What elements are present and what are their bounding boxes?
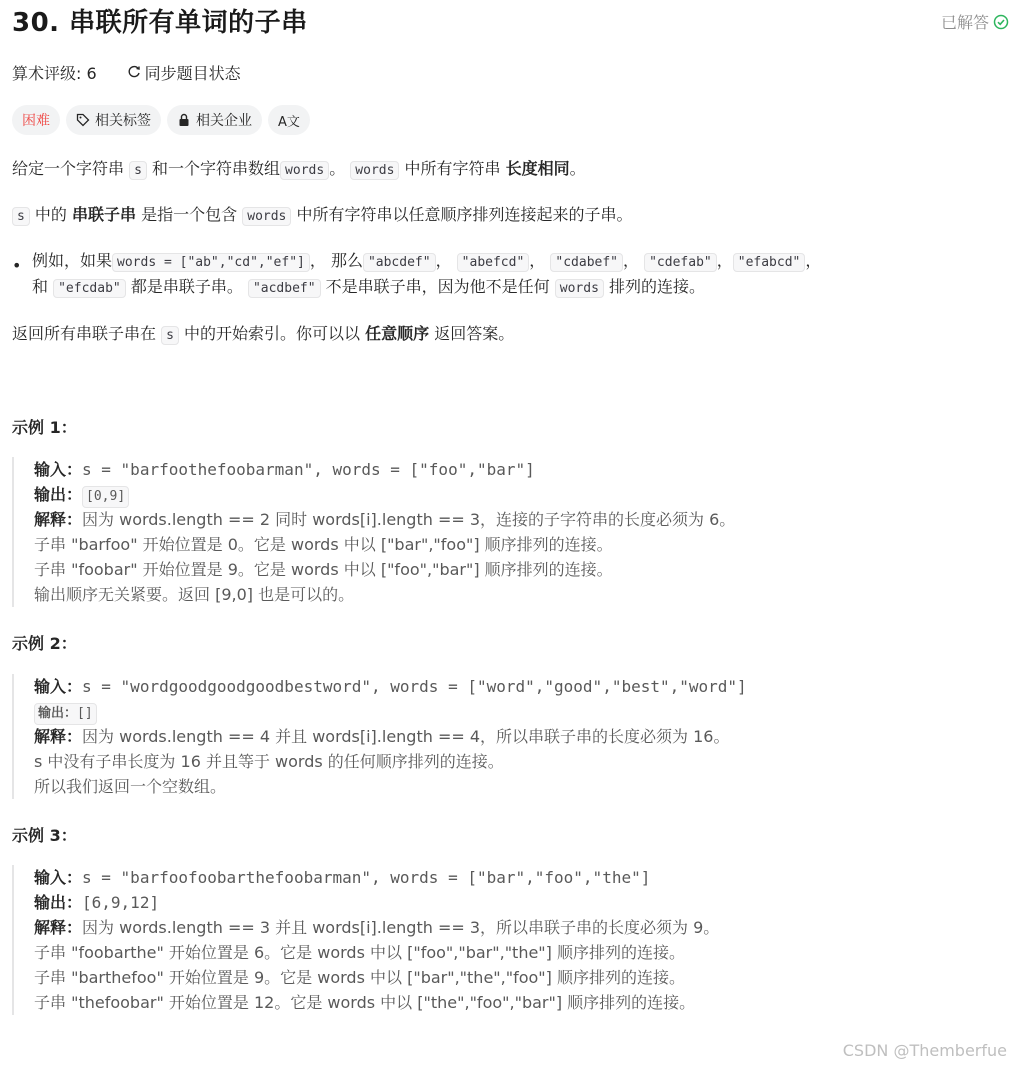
bullet-dot: • [12, 256, 22, 275]
tag-icon [76, 113, 90, 127]
title-row [12, 2, 1009, 42]
example-3-block [12, 865, 719, 1015]
example-1-title: 示例 1： [12, 418, 77, 437]
example-1-input: 输入：s = "barfoothefoobarman", words = ["foo","bar"] [34, 460, 535, 479]
sync-status-button[interactable] [127, 61, 241, 84]
meta-row [12, 60, 241, 84]
solved-label: 已解答 [940, 13, 989, 32]
refresh-icon [127, 65, 141, 79]
example-1-output: 输出： [0,9] [34, 482, 735, 507]
example-1-line: 子串 "barfoo" 开始位置是 0。它是 words 中以 ["bar","foo"] 顺序排列的连接。 [34, 535, 613, 554]
example-2-block [12, 674, 747, 799]
example-1-line: 输出顺序无关紧要。返回 [9,0] 也是可以的。 [34, 585, 355, 604]
solved-status [941, 10, 1009, 33]
companies-label: 相关企业 [196, 113, 252, 129]
example-3-line: 子串 "barthefoo" 开始位置是 9。它是 words 中以 ["bar","the","foo"] 顺序排列的连接。 [34, 968, 685, 987]
example-3-title: 示例 3： [12, 826, 77, 845]
example-2-title: 示例 2： [12, 634, 77, 653]
example-1-block [12, 457, 735, 607]
example-2-output: 输出： [] [34, 699, 747, 724]
desc-bullet-line-2: 和 "efcdab" 都是串联子串。 "acdbef" 不是串联子串，因为他不是任何 words 排列的连接。 [32, 277, 706, 296]
example-1-line: 子串 "foobar" 开始位置是 9。它是 words 中以 ["foo","bar"] 顺序排列的连接。 [34, 560, 613, 579]
example-3-line: 子串 "foobarthe" 开始位置是 6。它是 words 中以 ["foo","bar","the"] 顺序排列的连接。 [34, 943, 685, 962]
difficulty-badge[interactable]: 困难 [12, 105, 60, 135]
translate-icon: A文 [278, 114, 300, 130]
example-2-line: 所以我们返回一个空数组。 [34, 777, 227, 796]
problem-title[interactable]: 30. 串联所有单词的子串 [12, 8, 308, 38]
desc-paragraph-2: s 中的 串联子串 是指一个包含 words 中所有字符串以任意顺序排列连接起来的子串。 [12, 202, 633, 230]
example-1-explain: 解释：因为 words.length == 2 同时 words[i].length == 3，连接的子字符串的长度必须为 6。 [34, 510, 736, 529]
lock-icon [177, 113, 191, 127]
example-3-input: 输入：s = "barfoofoobarthefoobarman", words = ["bar","foo","the"] [34, 868, 651, 887]
example-2-input: 输入：s = "wordgoodgoodgoodbestword", words = ["word","good","best","word"] [34, 677, 747, 696]
example-2-explain: 解释：因为 words.length == 4 并且 words[i].length == 4，所以串联子串的长度必须为 16。 [34, 727, 730, 746]
topics-label: 相关标签 [95, 113, 151, 129]
companies-tag-button[interactable] [167, 105, 262, 135]
tags-row [12, 105, 310, 135]
translate-button[interactable] [268, 105, 310, 135]
example-3-output: 输出：[6,9,12] [34, 893, 160, 912]
desc-paragraph-1: 给定一个字符串 s 和一个字符串数组 words 。 words 中所有字符串 长度相同。 [12, 159, 586, 178]
sync-label: 同步题目状态 [144, 63, 241, 83]
rating-label: 算术评级: 6 [12, 63, 97, 83]
example-2-line: s 中没有子串长度为 16 并且等于 words 的任何顺序排列的连接。 [34, 752, 504, 771]
example-3-line: 子串 "thefoobar" 开始位置是 12。它是 words 中以 ["the","foo","bar"] 顺序排列的连接。 [34, 993, 696, 1012]
example-3-explain: 解释：因为 words.length == 3 并且 words[i].length == 3，所以串联子串的长度必须为 9。 [34, 918, 720, 937]
desc-paragraph-3: 返回所有串联子串在 s 中的开始索引。你可以以 任意顺序 返回答案。 [12, 324, 515, 343]
desc-bullet-line-1: 例如，如果 words = ["ab","cd","ef"] ， 那么 "abcdef" ， "abefcd" ， "cdabef" ， "cdefab" ， "efabcd" ， [32, 251, 822, 270]
watermark: CSDN @Themberfue [842, 1041, 1007, 1060]
topics-tag-button[interactable] [66, 105, 161, 135]
check-circle-icon [993, 14, 1009, 30]
